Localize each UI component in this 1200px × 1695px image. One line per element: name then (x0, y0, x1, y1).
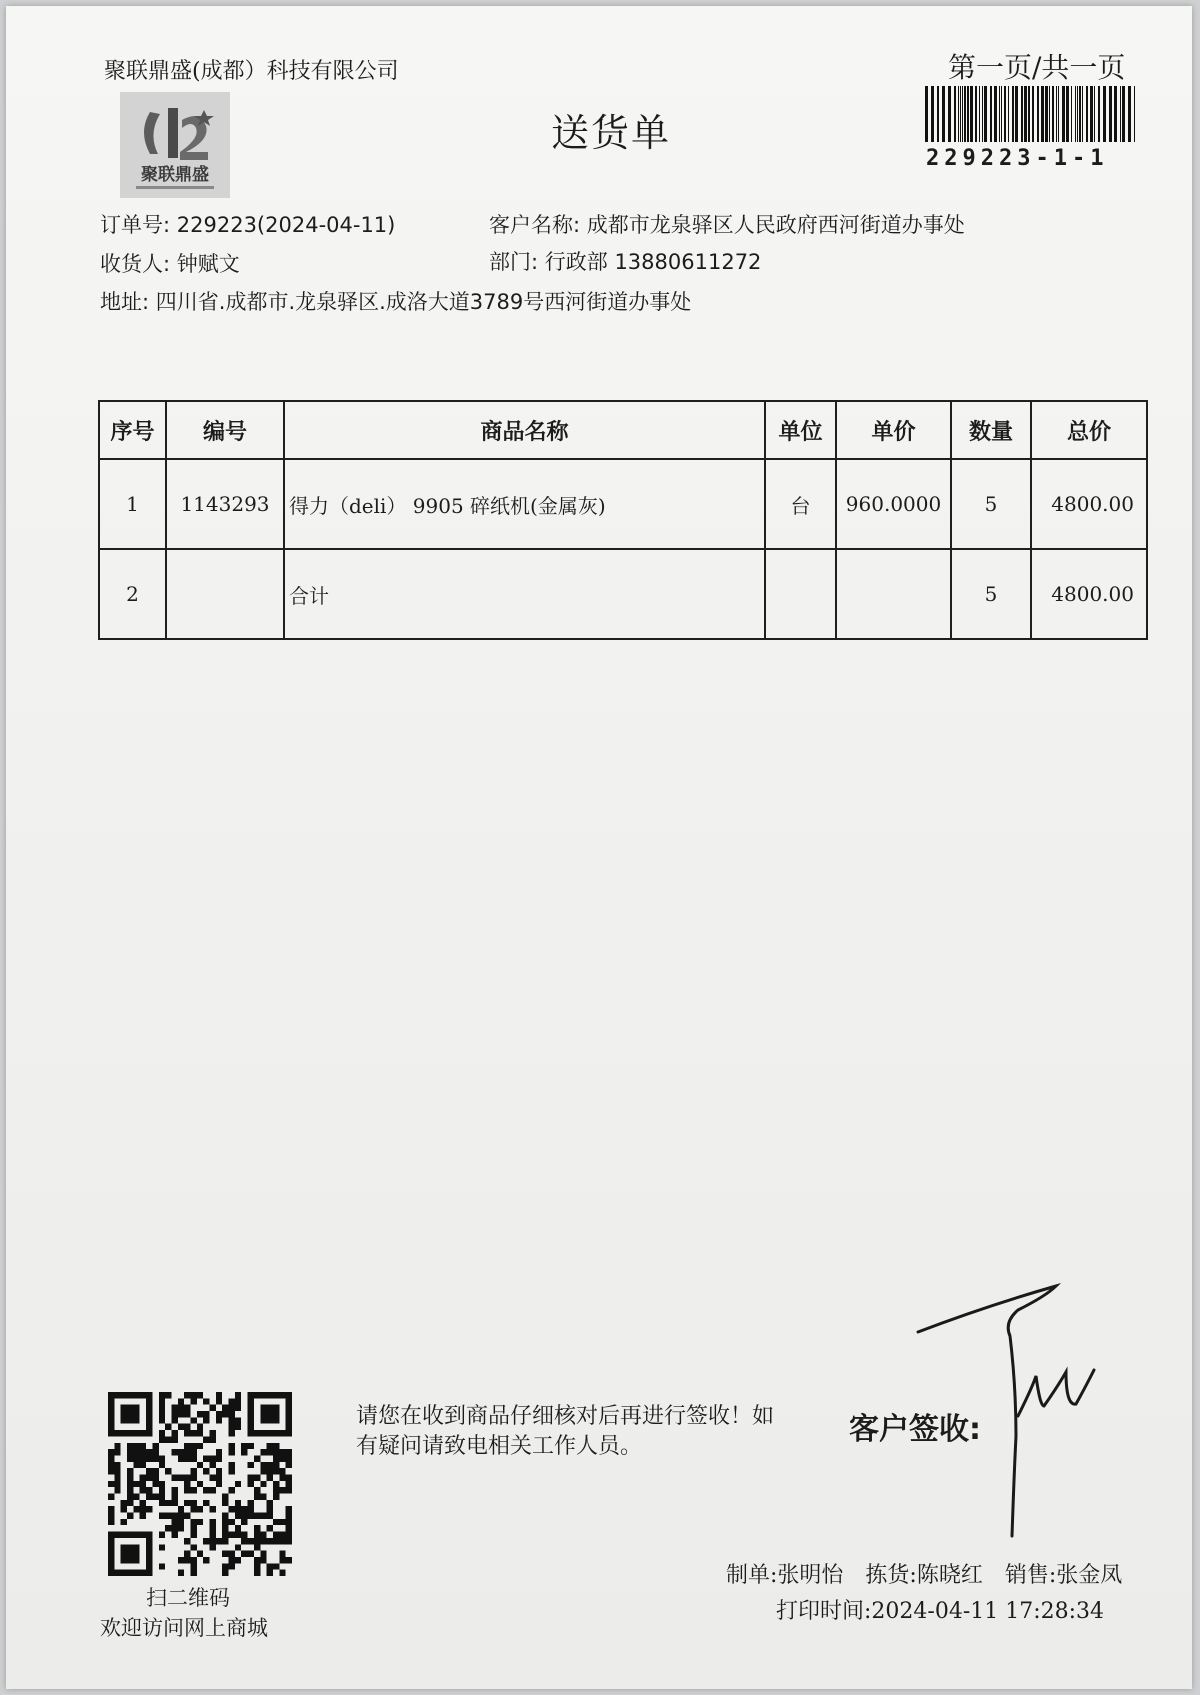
table-row (99, 459, 1147, 549)
items-table (98, 400, 1148, 640)
staff-info: 制单:张明怡 拣货:陈晓红 销售:张金凤 (726, 1563, 1123, 1588)
delivery-note-page (6, 6, 1192, 1689)
receipt-notice: 请您在收到商品仔细核对后再进行签收！如有疑问请致电相关工作人员。 (356, 1404, 775, 1459)
department-value: 行政部 13880611272 (544, 250, 762, 274)
document-title: 送货单 (551, 111, 672, 155)
address-label: 地址: (100, 290, 150, 314)
table-header-row (99, 401, 1147, 459)
row-total: 4800.00 (1031, 459, 1147, 549)
row-price (836, 549, 951, 639)
print-time: 打印时间:2024-04-11 17:28:34 (776, 1599, 1105, 1624)
header-name: 商品名称 (284, 401, 765, 459)
header-unit: 单位 (765, 401, 836, 459)
order-number-label: 订单号: (100, 213, 171, 237)
table-row (99, 549, 1147, 639)
order-number-value: 229223(2024-04-11) (176, 213, 396, 237)
customer-sign-label: 客户签收: (849, 1412, 981, 1447)
row-name: 得力（deli） 9905 碎纸机(金属灰) (284, 459, 765, 549)
header-code: 编号 (166, 401, 284, 459)
address-value: 四川省.成都市.龙泉驿区.成洛大道3789号西河街道办事处 (155, 290, 692, 314)
row-total: 4800.00 (1031, 549, 1147, 639)
header-total: 总价 (1031, 401, 1147, 459)
row-seq: 2 (99, 549, 166, 639)
customer-signature (906, 1276, 1156, 1546)
company-logo (120, 92, 230, 198)
address (100, 286, 691, 316)
row-price: 960.0000 (836, 459, 951, 549)
order-number (100, 209, 395, 239)
company-logo-icon (120, 92, 230, 198)
customer-name-label: 客户名称: (489, 213, 581, 237)
page-indicator: 第一页/共一页 (948, 51, 1126, 84)
receiver-value: 钟赋文 (176, 252, 240, 276)
row-unit (765, 549, 836, 639)
row-unit: 台 (765, 459, 836, 549)
header-seq: 序号 (99, 401, 166, 459)
qr-caption-store: 欢迎访问网上商城 (100, 1616, 268, 1640)
header-qty: 数量 (951, 401, 1031, 459)
department (489, 246, 761, 276)
qr-code[interactable] (108, 1392, 292, 1576)
department-label: 部门: (489, 250, 539, 274)
qr-caption: 扫二维码 (146, 1586, 230, 1610)
company-name: 聚联鼎盛(成都）科技有限公司 (104, 59, 399, 84)
header-price: 单价 (836, 401, 951, 459)
row-code: 1143293 (166, 459, 284, 549)
customer-name (489, 209, 965, 239)
svg-text:聚联鼎盛: 聚联鼎盛 (141, 165, 209, 185)
row-code (166, 549, 284, 639)
row-qty: 5 (951, 549, 1031, 639)
receiver-label: 收货人: (100, 252, 171, 276)
customer-name-value: 成都市龙泉驿区人民政府西河街道办事处 (586, 213, 965, 237)
row-seq: 1 (99, 459, 166, 549)
receiver (100, 248, 240, 278)
row-qty: 5 (951, 459, 1031, 549)
barcode-number: 229223-1-1 (926, 146, 1109, 171)
row-name: 合计 (284, 549, 765, 639)
barcode (923, 86, 1141, 142)
